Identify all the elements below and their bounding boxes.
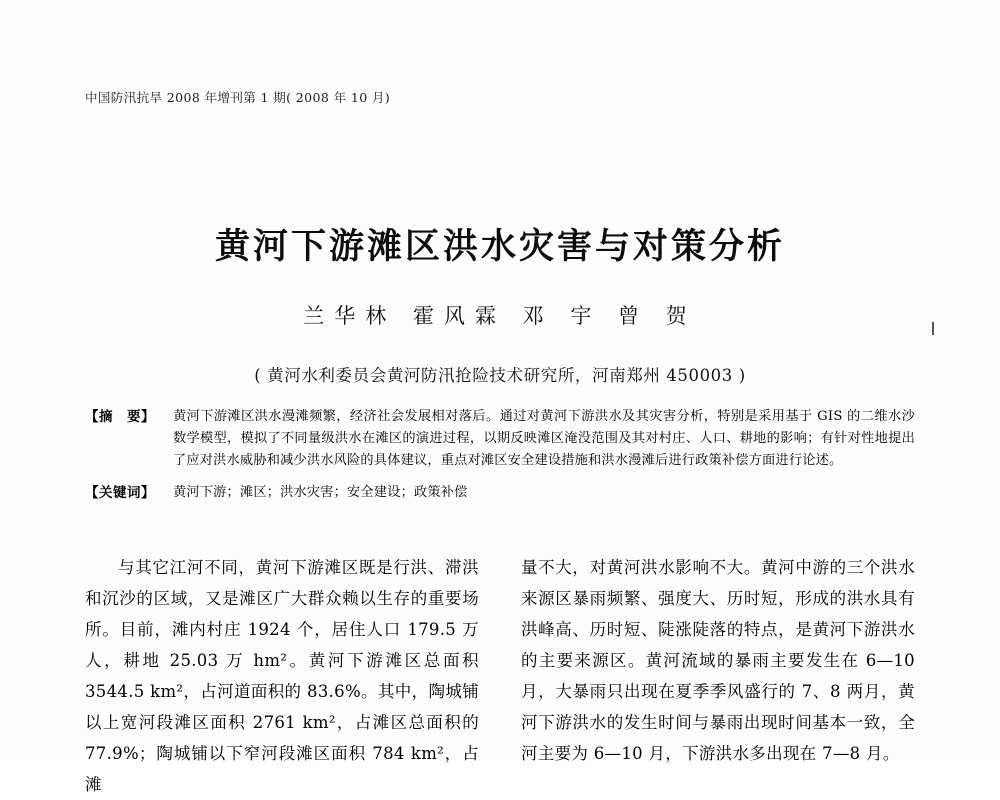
affiliation: ( 黄河水利委员会黄河防汛抢险技术研究所，河南郑州 450003 ): [254, 366, 746, 385]
body-paragraph-left: 与其它江河不同，黄河下游滩区既是行洪、滞洪和沉沙的区域，又是滩区广大群众赖以生存的重要场所。目前，滩内村庄 1924 个，居住人口 179.5 万人，耕地 25.03 万 hm²。黄河下游滩区总面积 3544.5 km²，占河道面积的 83.6%。其中，陶城铺以上宽河段滩区面积 2761 km²，占滩区总面积的 77.9%；陶城铺以下窄河段滩区面积 784 km²，占滩: [85, 558, 479, 794]
body-column-right: [521, 552, 915, 762]
abstract-row: [85, 406, 915, 472]
abstract-label: 【摘 要】: [85, 409, 155, 425]
page-title: 黄河下游滩区洪水灾害与对策分析: [214, 226, 785, 268]
keywords-label: 【关键词】: [85, 485, 155, 501]
keywords-text: 黄河下游；滩区；洪水灾害；安全建设；政策补偿: [173, 485, 468, 500]
running-head: 中国防汛抗旱 2008 年增刊第 1 期( 2008 年 10 月): [85, 90, 391, 105]
author-list: 兰华林 霍风霖 邓 宇 曾 贺: [303, 304, 697, 328]
body-column-left: [85, 552, 479, 794]
abstract-block: [85, 406, 915, 504]
body-columns: [85, 552, 915, 794]
keywords-row: [85, 482, 915, 504]
body-paragraph-right: 量不大，对黄河洪水影响不大。黄河中游的三个洪水来源区暴雨频繁、强度大、历时短，形成的洪水具有洪峰高、历时短、陡涨陡落的特点，是黄河下游洪水的主要来源区。黄河流域的暴雨主要发生在 6—10 月，大暴雨只出现在夏季季风盛行的 7、8 两月，黄河下游洪水的发生时间与暴雨出现时间基本一致，全河主要为 6—10 月，下游洪水多出现在 7—8 月。: [521, 558, 915, 763]
abstract-text: 黄河下游滩区洪水漫滩频繁，经济社会发展相对落后。通过对黄河下游洪水及其灾害分析，特别是采用基于 GIS 的二维水沙数学模型，模拟了不同量级洪水在滩区的演进过程，以期反映滩区淹没范围及其对村庄、人口、耕地的影响；有针对性地提出了应对洪水威胁和减少洪水风险的具体建议，重点对滩区安全建设措施和洪水漫滩后进行政策补偿方面进行论述。: [173, 409, 915, 468]
